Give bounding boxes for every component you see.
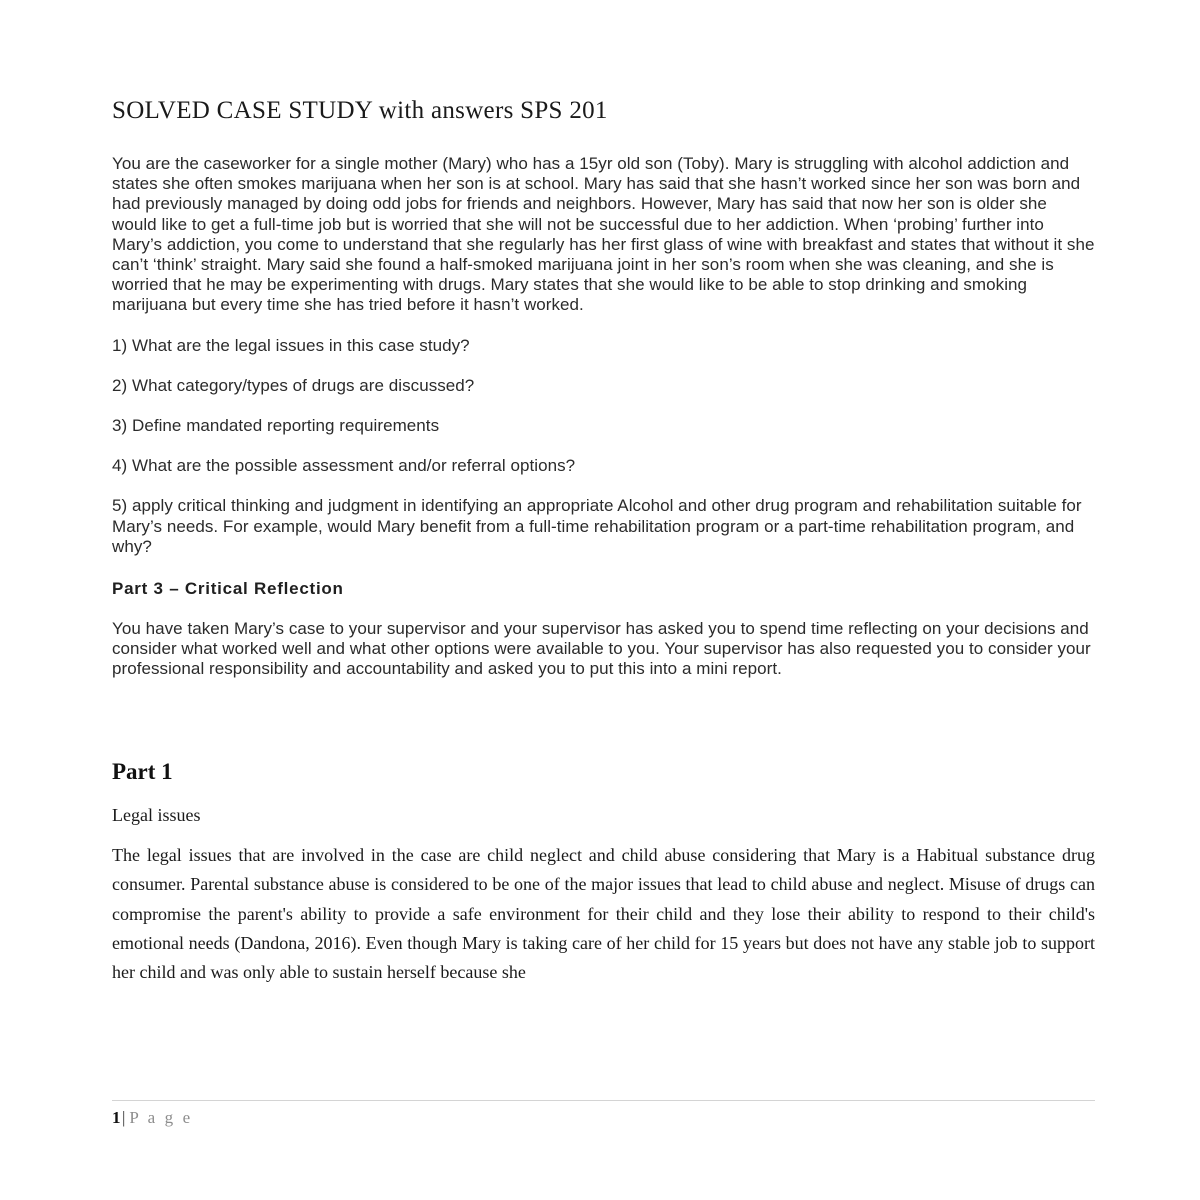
section-spacer [112,680,1096,759]
part3-body: You have taken Mary’s case to your supervisor and your supervisor has asked you to spend time reflecting on your decisions and consider what worked well and what other options were available to you. Your supervisor has also requested you to consider your professional responsibility and accountability and asked you to put this into a mini report. [112,619,1091,679]
footer-page-number: 1 [112,1108,121,1127]
part1-heading: Part 1 [112,758,173,784]
part1-subheading: Legal issues [112,805,201,826]
part3-heading: Part 3 – Critical Reflection [112,579,344,599]
footer-divider [112,1100,1095,1101]
question-5: 5) apply critical thinking and judgment in identifying an appropriate Alcohol and other drug program and rehabilitation suitable for Mary’s needs. For example, would Mary benefit from a full-time rehabilitation program or a part-time rehabilitation program, and why? [112,496,1082,556]
footer-content [112,1107,1095,1129]
page-title: SOLVED CASE STUDY with answers SPS 201 [112,97,608,124]
case-study-prompt: You are the caseworker for a single mother (Mary) who has a 15yr old son (Toby). Mary is struggling with alcohol addiction and states she often smokes marijuana when her son is at school. Mary has said that she hasn’t worked since her son was born and had previously managed by doing odd jobs for friends and neighbors. However, Mary has said that now her son is older she would like to get a full-time job but is worried that she will not be successful due to her addiction. When ‘probing’ further into Mary’s addiction, you come to understand that she regularly has her first glass of wine with breakfast and states that without it she can’t ‘think’ straight. Mary said she found a half-smoked marijuana joint in her son’s room when she was cleaning, and she is worried that he may be experimenting with drugs. Mary states that she would like to be able to stop drinking and smoking marijuana but every time she has tried before it hasn’t worked. [112,154,1095,315]
footer-separator: | [122,1108,126,1127]
question-2: 2) What category/types of drugs are discussed? [112,375,475,395]
question-3: 3) Define mandated reporting requirements [112,416,440,436]
document-body [112,96,1096,988]
footer-page-label: P a g e [129,1108,193,1127]
page-footer [112,1100,1095,1129]
question-4: 4) What are the possible assessment and/or referral options? [112,456,576,476]
part1-body: The legal issues that are involved in the case are child neglect and child abuse considering that Mary is a Habitual substance drug consumer. Parental substance abuse is considered to be one of the major issues that lead to child abuse and neglect. Misuse of drugs can compromise the parent's ability to provide a safe environment for their child and they lose their ability to respond to their child's emotional needs (Dandona, 2016). Even though Mary is taking care of her child for 15 years but does not have any stable job to support her child and was only able to sustain herself because she [112,844,1095,983]
question-1: 1) What are the legal issues in this case study? [112,335,470,355]
